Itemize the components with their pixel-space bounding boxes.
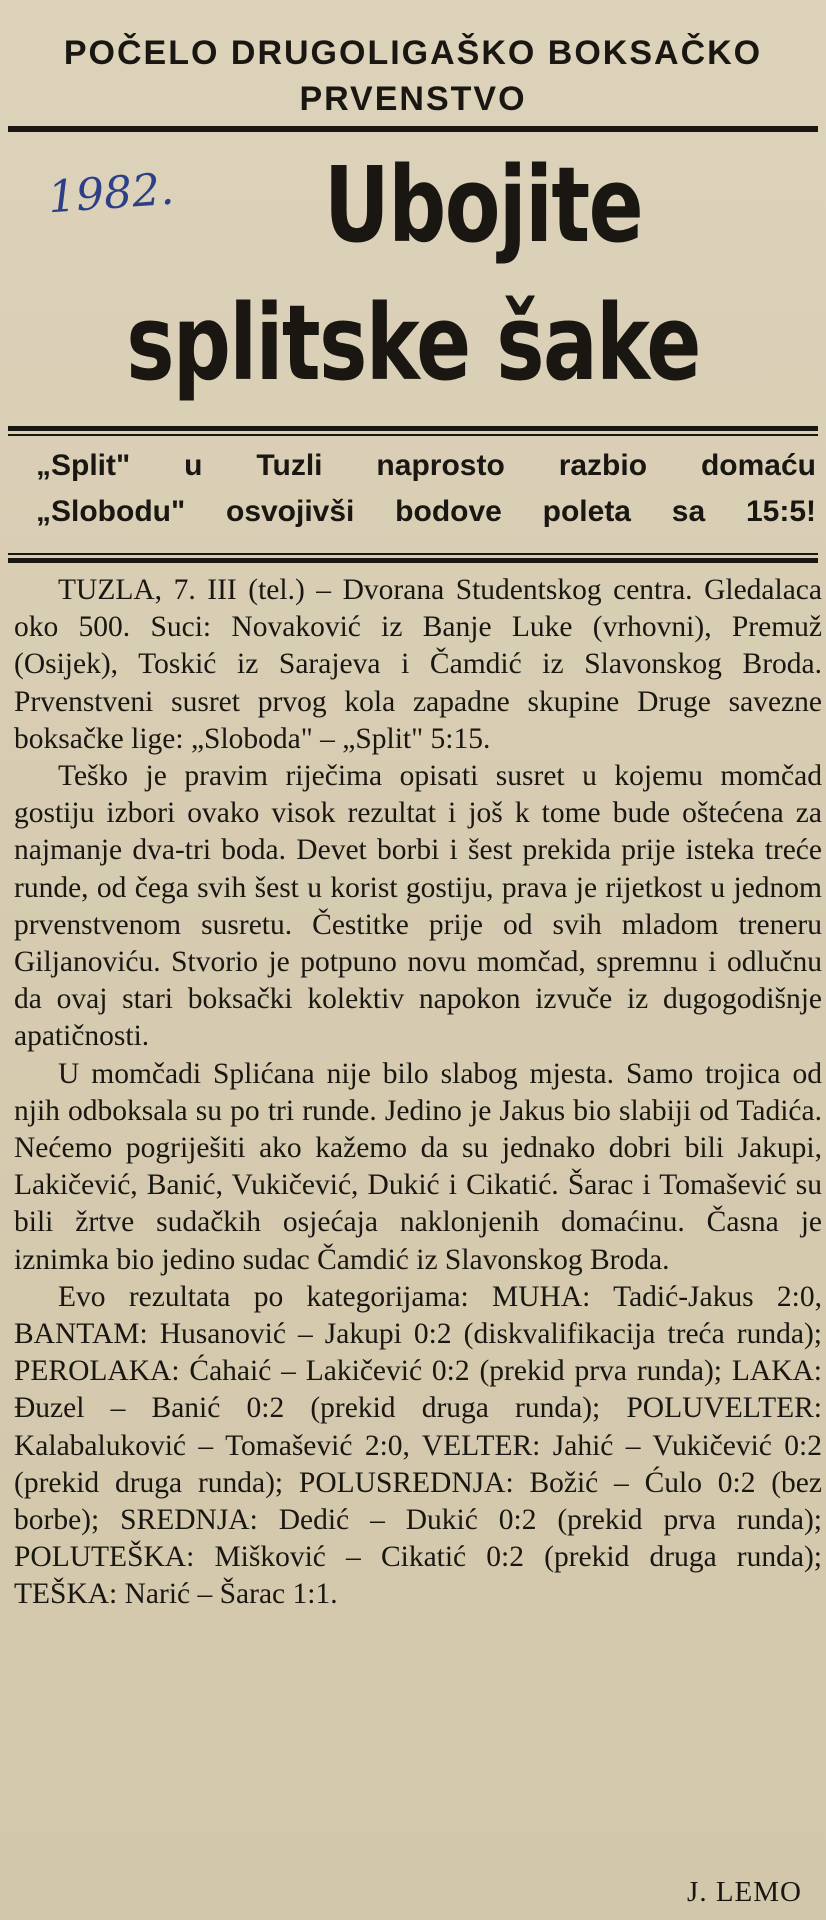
deck-line-1: „Split" u Tuzli naprosto razbio domaću <box>36 449 816 482</box>
paragraph: TUZLA, 7. III (tel.) – Dvorana Studentskog centra. Gledalaca oko 500. Suci: Novaković iz Banje Luke (vrhovni), Premuž (Osijek), Toskić iz Sarajeva i Čamdić iz Slavonskog Broda. Prvenstveni susret prvog kola zapadne skupine Druge savezne boksačke lige: „Sloboda" – „Split" 5:15. <box>14 574 822 755</box>
paragraph: U momčadi Splićana nije bilo slabog mjesta. Samo trojica od njih odboksala su po tri runde. Jedino je Jakus bio slabiji od Tadića. Nećemo pogriješiti ako kažemo da su jednako dobri bili Jakupi, Lakičević, Banić, Vukičević, Dukić i Cikatić. Šarac i Tomašević su bili žrtve sudačkih osjećaja naklonjenih domaćinu. Časna je iznimka bio jedino sudac Čamdić iz Slavonskog Broda. <box>14 1057 822 1276</box>
headline-line-2: splitske šake <box>126 282 700 404</box>
divider-rule <box>8 434 818 436</box>
divider-rule <box>8 558 818 563</box>
divider-rule <box>8 426 818 431</box>
deck-line-2: „Slobodu" osvojivši bodove poleta sa 15:5! <box>36 495 816 528</box>
headline-line-1: Ubojite <box>323 144 643 266</box>
divider-rule <box>8 553 818 555</box>
byline: J. LEMO <box>687 1876 802 1908</box>
kicker <box>0 30 826 122</box>
kicker-line-2: PRVENSTVO <box>299 80 527 118</box>
divider-rule <box>8 126 818 132</box>
paragraph: Evo rezultata po kategorijama: MUHA: Tadić-Jakus 2:0, BANTAM: Husanović – Jakupi 0:2 (diskvalifikacija treća runda); PEROLAKA: Ćahaić – Lakičević 0:2 (prekid prva runda); LAKA: Đuzel – Banić 0:2 (prekid druga runda); POLUVELTER: Kalabaluković – Tomašević 2:0, VELTER: Jahić – Vukičević 0:2 (prekid druga runda); POLUSREDNJA: Božić – Ćulo 0:2 (bez borbe); SREDNJA: Dedić – Dukić 0:2 (prekid prva runda); POLUTEŠKA: Mišković – Cikatić 0:2 (prekid druga runda); TEŠKA: Narić – Šarac 1:1. <box>14 1280 822 1611</box>
handwritten-year: 1982. <box>46 163 176 224</box>
paragraph: Teško je pravim riječima opisati susret u kojemu momčad gostiju izbori ovako visok rezultat i još k tome bude oštećena za najmanje dva-tri boda. Devet borbi i šest prekida prije isteka treće runde, od čega svih šest u korist gostiju, prava je rijetkost u jednom prvenstvenom susretu. Čestitke prije od svih mladom treneru Giljanoviću. Stvorio je potpuno novu momčad, spremnu i odlučnu da ovaj stari boksački kolektiv napokon izvuče iz dugogodišnje apatičnosti. <box>14 760 822 1053</box>
kicker-line-1: POČELO DRUGOLIGAŠKO BOKSAČKO <box>63 34 763 72</box>
article-body <box>14 572 822 1614</box>
